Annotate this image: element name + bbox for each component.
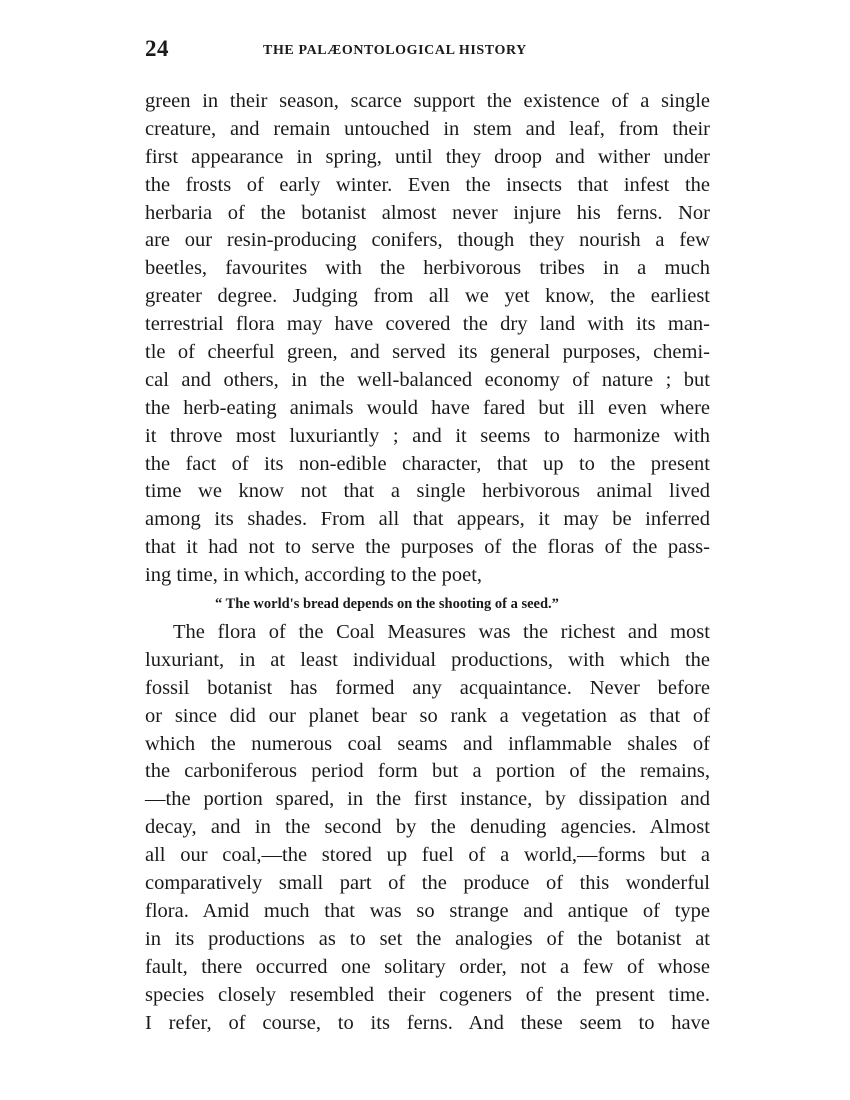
text-line: it throve most luxuriantly ; and it seems to harmonize with xyxy=(145,424,710,447)
paragraph xyxy=(145,619,710,1037)
text-line: in its productions as to set the analogies of the botanist at xyxy=(145,927,710,950)
text-line: luxuriant, in at least individual productions, with which the xyxy=(145,648,710,671)
text-line: the herb-eating animals would have fared but ill even where xyxy=(145,396,710,419)
text-line: all our coal,—the stored up fuel of a world,—forms but a xyxy=(145,844,710,867)
text-line: first appearance in spring, until they droop and wither under xyxy=(145,145,710,168)
text-line: species closely resembled their cogeners of the present time. xyxy=(145,983,710,1006)
page-number: 24 xyxy=(145,36,169,61)
paragraph xyxy=(145,88,710,590)
running-title: THE PALÆONTOLOGICAL HISTORY xyxy=(263,43,527,58)
text-line: are our resin-producing conifers, though they nourish a few xyxy=(145,229,710,252)
text-line: the frosts of early winter. Even the insects that infest the xyxy=(145,173,710,196)
text-line: fossil botanist has formed any acquaintance. Never before xyxy=(145,676,710,699)
text-line: which the numerous coal seams and inflammable shales of xyxy=(145,732,710,755)
text-line: that it had not to serve the purposes of the floras of the pass- xyxy=(145,536,710,559)
text-line: ing time, in which, according to the poet, xyxy=(145,564,483,587)
text-line: decay, and in the second by the denuding agencies. Almost xyxy=(145,816,710,839)
text-line: fault, there occurred one solitary order, not a few of whose xyxy=(145,955,710,978)
text-line: tle of cheerful green, and served its general purposes, chemi- xyxy=(145,341,710,364)
text-line: greater degree. Judging from all we yet know, the earliest xyxy=(145,285,710,308)
text-line: The flora of the Coal Measures was the richest and most xyxy=(173,621,710,644)
text-line: or since did our planet bear so rank a vegetation as that of xyxy=(145,704,710,727)
body-text xyxy=(145,88,710,1037)
text-line: I refer, of course, to its ferns. And these seem to have xyxy=(145,1011,710,1034)
text-line: green in their season, scarce support the existence of a single xyxy=(145,90,710,112)
text-line: the carboniferous period form but a portion of the remains, xyxy=(145,760,710,783)
text-line: the fact of its non-edible character, that up to the present xyxy=(145,452,710,475)
text-line: time we know not that a single herbivorous animal lived xyxy=(145,480,710,503)
text-line: creature, and remain untouched in stem and leaf, from their xyxy=(145,117,710,140)
running-head xyxy=(145,36,710,66)
text-line: —the portion spared, in the first instance, by dissipation and xyxy=(145,788,710,811)
text-line: herbaria of the botanist almost never injure his ferns. Nor xyxy=(145,201,710,224)
text-line: terrestrial flora may have covered the dry land with its man- xyxy=(145,313,710,336)
text-line: cal and others, in the well-balanced economy of nature ; but xyxy=(145,368,710,391)
quotation: “ The world's bread depends on the shooting of a seed.” xyxy=(215,596,559,613)
text-line: beetles, favourites with the herbivorous tribes in a much xyxy=(145,257,710,280)
text-line: among its shades. From all that appears, it may be inferred xyxy=(145,508,710,531)
text-line: flora. Amid much that was so strange and antique of type xyxy=(145,899,710,922)
text-line: comparatively small part of the produce of this wonderful xyxy=(145,872,710,895)
